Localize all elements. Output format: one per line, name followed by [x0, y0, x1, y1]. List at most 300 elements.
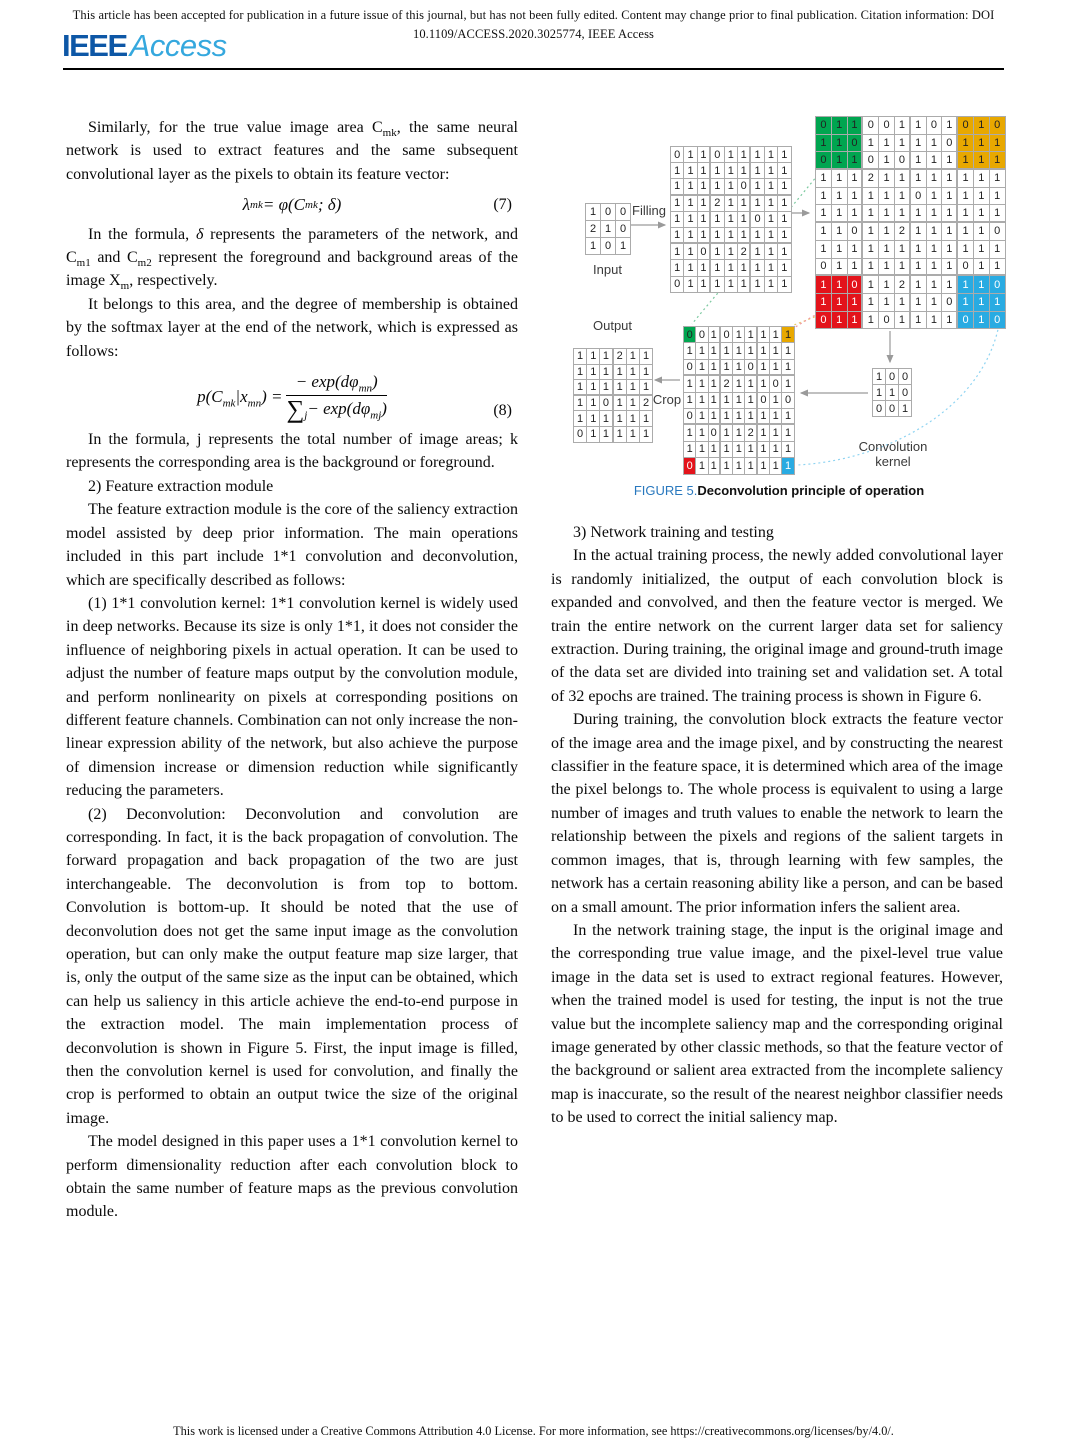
- grid-cell: 1: [974, 117, 990, 135]
- grid-cell: 1: [725, 212, 738, 228]
- grid-cell: 0: [848, 223, 864, 241]
- crop-label: Crop: [652, 392, 682, 407]
- grid-cell: 1: [895, 312, 911, 330]
- grid-cell: 0: [958, 117, 974, 135]
- grid-cell: 1: [848, 152, 864, 170]
- grid-cell: 1: [848, 294, 864, 312]
- grid-cell: 1: [863, 312, 879, 330]
- grid-cell: 1: [684, 425, 696, 441]
- grid-cell: 1: [770, 393, 782, 409]
- grid-cell: 1: [587, 365, 600, 381]
- grid-cell: 1: [832, 276, 848, 294]
- grid-cell: 1: [751, 277, 764, 293]
- sum-subscript: j: [304, 409, 308, 422]
- grid-cell: 1: [758, 343, 770, 359]
- grid-cell: 1: [782, 458, 794, 474]
- grid-cell: 1: [782, 442, 794, 458]
- paragraph: In the actual training process, the newly added convolutional layer is randomly initialized, the output of each convolution block is expanded and convolved, and then the feature vector is merged. We train the entire network on the current larger data set for saliency extraction. During training, the original image and ground-truth image of the data set are divided into training set and validation set. A total of 32 epochs are trained. The training process is shown in Figure 6.: [551, 547, 1003, 705]
- grid-cell: 1: [942, 312, 958, 330]
- grid-cell: 1: [758, 442, 770, 458]
- grid-cell: 1: [733, 442, 745, 458]
- grid-cell: 1: [816, 241, 832, 259]
- grid-cell: 1: [738, 228, 751, 244]
- grid-cell: 2: [711, 196, 724, 212]
- grid-cell: 1: [721, 360, 733, 376]
- grid-cell: 0: [684, 360, 696, 376]
- grid-cell: 0: [698, 244, 711, 260]
- grid-cell: 1: [927, 205, 943, 223]
- logo-ieee-text: IEEE: [62, 28, 127, 63]
- grid-cell: 1: [586, 204, 601, 221]
- grid-cell: 1: [627, 380, 640, 396]
- grid-cell: 0: [696, 327, 708, 343]
- grid-cell: 1: [770, 409, 782, 425]
- grid-cell: 1: [745, 327, 757, 343]
- grid-cell: 1: [721, 409, 733, 425]
- grid-cell: 1: [745, 409, 757, 425]
- grid-cell: 1: [942, 152, 958, 170]
- grid-cell: 0: [899, 385, 912, 401]
- grid-cell: 1: [600, 365, 613, 381]
- grid-cell: 0: [684, 458, 696, 474]
- grid-cell: 1: [587, 411, 600, 427]
- grid-cell: 1: [816, 276, 832, 294]
- grid-cell: 1: [745, 393, 757, 409]
- grid-cell: 1: [733, 343, 745, 359]
- grid-cell: 1: [895, 294, 911, 312]
- grid-cell: 1: [758, 376, 770, 392]
- grid-cell: 1: [770, 425, 782, 441]
- header-rule: [63, 68, 1004, 70]
- equation-8: [66, 363, 518, 428]
- grid-cell: 1: [640, 349, 653, 365]
- grid-cell: 1: [848, 259, 864, 277]
- grid-cell: 1: [832, 223, 848, 241]
- paragraph: (1) 1*1 convolution kernel: 1*1 convolution kernel is widely used in deep networks. Because its size is only 1*1, it does not consider the influence of neighboring pixels in actual operation. It can be used to adjust the number of feature maps output by the convolution module, and perform nonlinearity on pixels at corresponding positions on different feature channels. Combination can not only increase the non-linear expression ability of the network, but also achieve the purpose of dimension increase or dimension reduction while significantly reducing the parameters.: [66, 594, 518, 800]
- grid-cell: 1: [990, 205, 1006, 223]
- grid-cell: 1: [698, 228, 711, 244]
- grid-cell: 1: [990, 188, 1006, 206]
- grid-cell: 1: [698, 196, 711, 212]
- grid-cell: 1: [684, 179, 697, 195]
- grid-cell: 1: [832, 188, 848, 206]
- grid-cell: 0: [751, 212, 764, 228]
- grid-cell: 1: [895, 241, 911, 259]
- grid-cell: 1: [942, 259, 958, 277]
- grid-cell: 1: [832, 205, 848, 223]
- grid-cell: 1: [671, 212, 684, 228]
- grid-cell: 1: [816, 135, 832, 153]
- grid-cell: 0: [758, 393, 770, 409]
- grid-cell: 1: [927, 135, 943, 153]
- grid-cell: 1: [765, 212, 778, 228]
- paragraph: In the network training stage, the input is the original image and the corresponding true value image, and the pixel-level true value image in the data set is used to extract regional features. However, when the trained model is used for testing, the input is not the true value but the incomplete saliency map and the corresponding original image generated by other classic methods, so that the feature vector of the background or salient area extracted from the incomplete saliency map is inaccurate, so the result of the nearest neighbor classifier needs to be used to correct the initial saliency map.: [551, 921, 1003, 1127]
- grid-cell: 0: [958, 312, 974, 330]
- grid-cell: 1: [738, 212, 751, 228]
- grid-cell: 1: [942, 117, 958, 135]
- grid-cell: 1: [974, 276, 990, 294]
- grid-cell: 0: [816, 117, 832, 135]
- grid-cell: 1: [574, 349, 587, 365]
- grid-cell: 1: [600, 349, 613, 365]
- grid-cell: 1: [879, 223, 895, 241]
- grid-cell: 1: [614, 365, 627, 381]
- grid-cell: 1: [927, 312, 943, 330]
- grid-cell: 0: [942, 294, 958, 312]
- grid-cell: 0: [616, 221, 631, 238]
- grid-cell: 1: [832, 135, 848, 153]
- grid-cell: 0: [990, 276, 1006, 294]
- grid-cell: 1: [765, 277, 778, 293]
- figure-title: Deconvolution principle of operation: [697, 483, 925, 498]
- grid-cell: 0: [990, 312, 1006, 330]
- grid-cell: 1: [765, 228, 778, 244]
- grid-cell: 1: [832, 294, 848, 312]
- equation-8-denominator: [286, 396, 386, 423]
- grid-cell: 1: [574, 411, 587, 427]
- grid-cell: 1: [725, 260, 738, 276]
- acceptance-notice-line2: 10.1109/ACCESS.2020.3025774, IEEE Access: [412, 27, 655, 41]
- grid-cell: 1: [911, 170, 927, 188]
- grid-cell: 1: [974, 135, 990, 153]
- grid-cell: 1: [911, 135, 927, 153]
- grid-cell: 1: [942, 276, 958, 294]
- grid-cell: 1: [879, 241, 895, 259]
- grid-cell: 1: [778, 163, 791, 179]
- grid-cell: 1: [725, 228, 738, 244]
- grid-cell: 1: [725, 277, 738, 293]
- grid-cell: 1: [990, 241, 1006, 259]
- grid-cell: 1: [709, 343, 721, 359]
- grid-cell: 1: [600, 380, 613, 396]
- grid-cell: 1: [974, 152, 990, 170]
- grid-cell: 1: [733, 458, 745, 474]
- grid-cell: 1: [698, 277, 711, 293]
- grid-cell: 1: [879, 205, 895, 223]
- grid-cell: 1: [725, 196, 738, 212]
- grid-cell: 0: [942, 135, 958, 153]
- grid-cell: 1: [832, 117, 848, 135]
- grid-cell: 0: [721, 327, 733, 343]
- grid-cell: 1: [738, 196, 751, 212]
- grid-cell: 1: [627, 411, 640, 427]
- grid-cell: 1: [684, 260, 697, 276]
- grid-cell: 1: [574, 380, 587, 396]
- grid-cell: 0: [816, 259, 832, 277]
- grid-cell: 1: [770, 442, 782, 458]
- grid-cell: 1: [958, 188, 974, 206]
- grid-cell: 1: [709, 442, 721, 458]
- grid-cell: 1: [911, 294, 927, 312]
- grid-cell: 0: [863, 152, 879, 170]
- grid-cell: 1: [873, 385, 886, 401]
- grid-cell: 1: [738, 260, 751, 276]
- grid-cell: 1: [879, 294, 895, 312]
- grid-cell: 1: [684, 244, 697, 260]
- grid-cell: 0: [848, 276, 864, 294]
- grid-cell: 1: [911, 152, 927, 170]
- grid-cell: 0: [684, 327, 696, 343]
- paragraph: In the formula, δ represents the parameters of the network, and $C_{m1}$ and $C_{m2}$ represent the foreground and background areas of the image $X_m$, respectively.: [66, 225, 518, 293]
- grid-cell: 1: [958, 241, 974, 259]
- grid-cell: 1: [911, 223, 927, 241]
- grid-cell: 1: [721, 343, 733, 359]
- grid-cell: 1: [640, 380, 653, 396]
- grid-cell: 1: [684, 376, 696, 392]
- grid-cell: 0: [886, 401, 899, 417]
- grid-cell: 2: [640, 396, 653, 412]
- grid-cell: 1: [778, 260, 791, 276]
- grid-cell: 1: [751, 147, 764, 163]
- grid-cell: 1: [721, 458, 733, 474]
- grid-cell: 0: [879, 117, 895, 135]
- grid-cell: 1: [816, 223, 832, 241]
- grid-cell: 1: [958, 205, 974, 223]
- grid-cell: 1: [958, 223, 974, 241]
- logo-access-text: Access: [129, 28, 227, 63]
- grid-cell: 1: [863, 259, 879, 277]
- grid-cell: 2: [863, 170, 879, 188]
- grid-cell: 1: [709, 409, 721, 425]
- paragraph: Similarly, for the true value image area $C_{mk}$, the same neural network is used to extract features and the same subsequent convolutional layer as the pixels to obtain its feature vector:: [66, 119, 518, 183]
- grid-cell: 1: [958, 276, 974, 294]
- grid-cell: 1: [640, 427, 653, 443]
- grid-cell: 1: [684, 228, 697, 244]
- grid-cell: 1: [911, 259, 927, 277]
- grid-cell: 1: [751, 196, 764, 212]
- grid-cell: 1: [684, 196, 697, 212]
- grid-cell: 1: [832, 241, 848, 259]
- grid-cell: 0: [816, 152, 832, 170]
- grid-cell: 1: [696, 360, 708, 376]
- grid-cell: 1: [782, 327, 794, 343]
- grid-cell: 1: [895, 259, 911, 277]
- equation-8-denominator-rest: − $\exp(d\varphi_{mj})$: [307, 399, 387, 422]
- grid-cell: 1: [614, 427, 627, 443]
- convolution-kernel-label: [849, 439, 937, 469]
- grid-cell: 1: [745, 458, 757, 474]
- grid-cell: 1: [586, 238, 601, 255]
- grid-cell: 1: [863, 135, 879, 153]
- grid-cell: 1: [758, 458, 770, 474]
- grid-cell: 1: [616, 238, 631, 255]
- grid-cell: 0: [745, 360, 757, 376]
- grid-cell: 1: [698, 147, 711, 163]
- grid-cell: 1: [614, 411, 627, 427]
- grid-cell: 0: [927, 117, 943, 135]
- grid-cell: 1: [879, 276, 895, 294]
- figure-number: FIGURE 5.: [633, 483, 698, 498]
- grid-cell: 1: [942, 205, 958, 223]
- grid-cell: 1: [848, 188, 864, 206]
- grid-cell: 1: [958, 152, 974, 170]
- grid-cell: 1: [751, 163, 764, 179]
- grid-cell: 1: [711, 244, 724, 260]
- grid-cell: 1: [911, 241, 927, 259]
- kernel-label-line1: Convolution: [858, 439, 928, 454]
- grid-cell: 1: [816, 170, 832, 188]
- grid-cell: 1: [778, 212, 791, 228]
- left-column: [66, 116, 518, 1224]
- grid-cell: 2: [614, 349, 627, 365]
- input-label: Input: [593, 262, 622, 277]
- grid-cell: 2: [895, 276, 911, 294]
- grid-cell: 1: [816, 188, 832, 206]
- expanded-grid: [815, 116, 1006, 329]
- grid-cell: 1: [765, 244, 778, 260]
- grid-cell: 0: [816, 312, 832, 330]
- grid-cell: 1: [684, 163, 697, 179]
- grid-cell: 1: [765, 196, 778, 212]
- grid-cell: 0: [782, 393, 794, 409]
- grid-cell: 1: [745, 376, 757, 392]
- grid-cell: 1: [671, 179, 684, 195]
- grid-cell: 1: [696, 376, 708, 392]
- equation-8-number: (8): [493, 401, 512, 419]
- grid-cell: 1: [974, 188, 990, 206]
- grid-cell: 1: [770, 458, 782, 474]
- grid-cell: 0: [911, 188, 927, 206]
- grid-cell: 1: [927, 223, 943, 241]
- grid-cell: 1: [895, 135, 911, 153]
- convolved-grid: [683, 326, 795, 475]
- grid-cell: 1: [627, 427, 640, 443]
- grid-cell: 1: [758, 409, 770, 425]
- grid-cell: 1: [671, 244, 684, 260]
- acceptance-notice-line1: This article has been accepted for publication in a future issue of this journal, but has not been fully edited. Content may change prior to final publication. Citation information: DOI: [72, 8, 995, 22]
- grid-cell: 0: [684, 409, 696, 425]
- grid-cell: 1: [770, 343, 782, 359]
- kernel-label-line2: kernel: [875, 454, 911, 469]
- grid-cell: 1: [721, 393, 733, 409]
- paragraph: In the formula, j represents the total number of image areas; k represents the corresponding area is the background or foreground.: [66, 431, 518, 472]
- grid-cell: 1: [721, 425, 733, 441]
- grid-cell: 1: [684, 277, 697, 293]
- grid-cell: 1: [770, 360, 782, 376]
- grid-cell: 2: [586, 221, 601, 238]
- grid-cell: 1: [927, 259, 943, 277]
- grid-cell: 1: [927, 152, 943, 170]
- grid-cell: 1: [738, 147, 751, 163]
- output-grid: [573, 348, 653, 443]
- grid-cell: 0: [873, 401, 886, 417]
- grid-cell: 0: [601, 204, 616, 221]
- grid-cell: 1: [738, 277, 751, 293]
- grid-cell: 1: [765, 147, 778, 163]
- grid-cell: 2: [895, 223, 911, 241]
- grid-cell: 1: [709, 327, 721, 343]
- grid-cell: 1: [958, 170, 974, 188]
- grid-cell: 1: [990, 152, 1006, 170]
- grid-cell: 1: [895, 117, 911, 135]
- grid-cell: 1: [738, 163, 751, 179]
- grid-cell: 1: [696, 442, 708, 458]
- grid-cell: 1: [778, 228, 791, 244]
- grid-cell: 1: [627, 396, 640, 412]
- figure-5-caption: [551, 483, 1007, 498]
- grid-cell: 1: [863, 276, 879, 294]
- grid-cell: 1: [778, 179, 791, 195]
- grid-cell: 1: [711, 179, 724, 195]
- grid-cell: 1: [832, 259, 848, 277]
- grid-cell: 0: [990, 223, 1006, 241]
- grid-cell: 1: [990, 170, 1006, 188]
- grid-cell: 1: [696, 458, 708, 474]
- grid-cell: 1: [974, 312, 990, 330]
- grid-cell: 1: [942, 170, 958, 188]
- grid-cell: 2: [745, 425, 757, 441]
- filled-grid: [670, 146, 792, 293]
- grid-cell: 1: [974, 170, 990, 188]
- grid-cell: 0: [709, 425, 721, 441]
- grid-cell: 1: [574, 365, 587, 381]
- sum-symbol: ∑: [286, 397, 305, 425]
- grid-cell: 1: [733, 360, 745, 376]
- grid-cell: 1: [733, 425, 745, 441]
- grid-cell: 1: [848, 170, 864, 188]
- grid-cell: 0: [738, 179, 751, 195]
- grid-cell: 1: [974, 223, 990, 241]
- grid-cell: 1: [816, 205, 832, 223]
- grid-cell: 0: [895, 152, 911, 170]
- equation-7-body: λ mk = φ(C mk ; δ): [242, 195, 342, 215]
- grid-cell: 0: [671, 277, 684, 293]
- grid-cell: 1: [942, 188, 958, 206]
- grid-cell: 1: [751, 228, 764, 244]
- grid-cell: 0: [848, 135, 864, 153]
- grid-cell: 1: [879, 152, 895, 170]
- paragraph: The feature extraction module is the core of the saliency extraction model assisted by deep prior information. The main operations included in this part include 1*1 convolution and deconvolution, which are specifically described as follows:: [66, 501, 518, 589]
- grid-cell: 1: [696, 409, 708, 425]
- grid-cell: 1: [778, 244, 791, 260]
- grid-cell: 1: [725, 147, 738, 163]
- grid-cell: 1: [832, 152, 848, 170]
- grid-cell: 1: [574, 396, 587, 412]
- grid-cell: 1: [627, 349, 640, 365]
- grid-cell: 1: [927, 170, 943, 188]
- grid-cell: 1: [587, 396, 600, 412]
- grid-cell: 1: [990, 259, 1006, 277]
- grid-cell: 1: [879, 170, 895, 188]
- grid-cell: 1: [733, 409, 745, 425]
- grid-cell: 1: [942, 223, 958, 241]
- paragraph: (2) Deconvolution: Deconvolution and convolution are corresponding. In fact, it is the back propagation of convolution. The forward propagation and back propagation of the two are just interchangeable. The deconvolution is from top to bottom. Convolution is bottom-up. It should be noted that the use of deconvolution does not get the same input image as the convolution operation, but can only make the output feature map size larger, that is, only the output of the same size as the input can be obtained, which can help us saliency in this article achieve the end-to-end purpose in the extraction model. The main implementation process of deconvolution is shown in Figure 5. First, the input image is filled, then the convolution kernel is used for convolution, and finally the crop is performed to obtain an output twice the size of the original image.: [66, 805, 518, 1127]
- grid-cell: 1: [698, 212, 711, 228]
- convolution-kernel-grid: [872, 368, 912, 417]
- grid-cell: 1: [848, 312, 864, 330]
- grid-cell: 0: [863, 117, 879, 135]
- grid-cell: 1: [770, 327, 782, 343]
- grid-cell: 1: [863, 241, 879, 259]
- grid-cell: 1: [863, 188, 879, 206]
- grid-cell: 1: [698, 260, 711, 276]
- grid-cell: 1: [778, 196, 791, 212]
- grid-cell: 1: [709, 360, 721, 376]
- grid-cell: 1: [587, 349, 600, 365]
- grid-cell: 0: [879, 312, 895, 330]
- grid-cell: 1: [927, 188, 943, 206]
- grid-cell: 1: [942, 241, 958, 259]
- grid-cell: 1: [711, 163, 724, 179]
- grid-cell: 1: [733, 393, 745, 409]
- grid-cell: 2: [738, 244, 751, 260]
- grid-cell: 1: [974, 205, 990, 223]
- grid-cell: 1: [711, 212, 724, 228]
- paragraph: The model designed in this paper uses a 1*1 convolution kernel to perform dimensionality reduction after each convolution block to obtain the same number of feature maps as the previous convolution module.: [66, 1133, 518, 1221]
- grid-cell: 1: [601, 221, 616, 238]
- grid-cell: 1: [614, 380, 627, 396]
- grid-cell: 1: [671, 196, 684, 212]
